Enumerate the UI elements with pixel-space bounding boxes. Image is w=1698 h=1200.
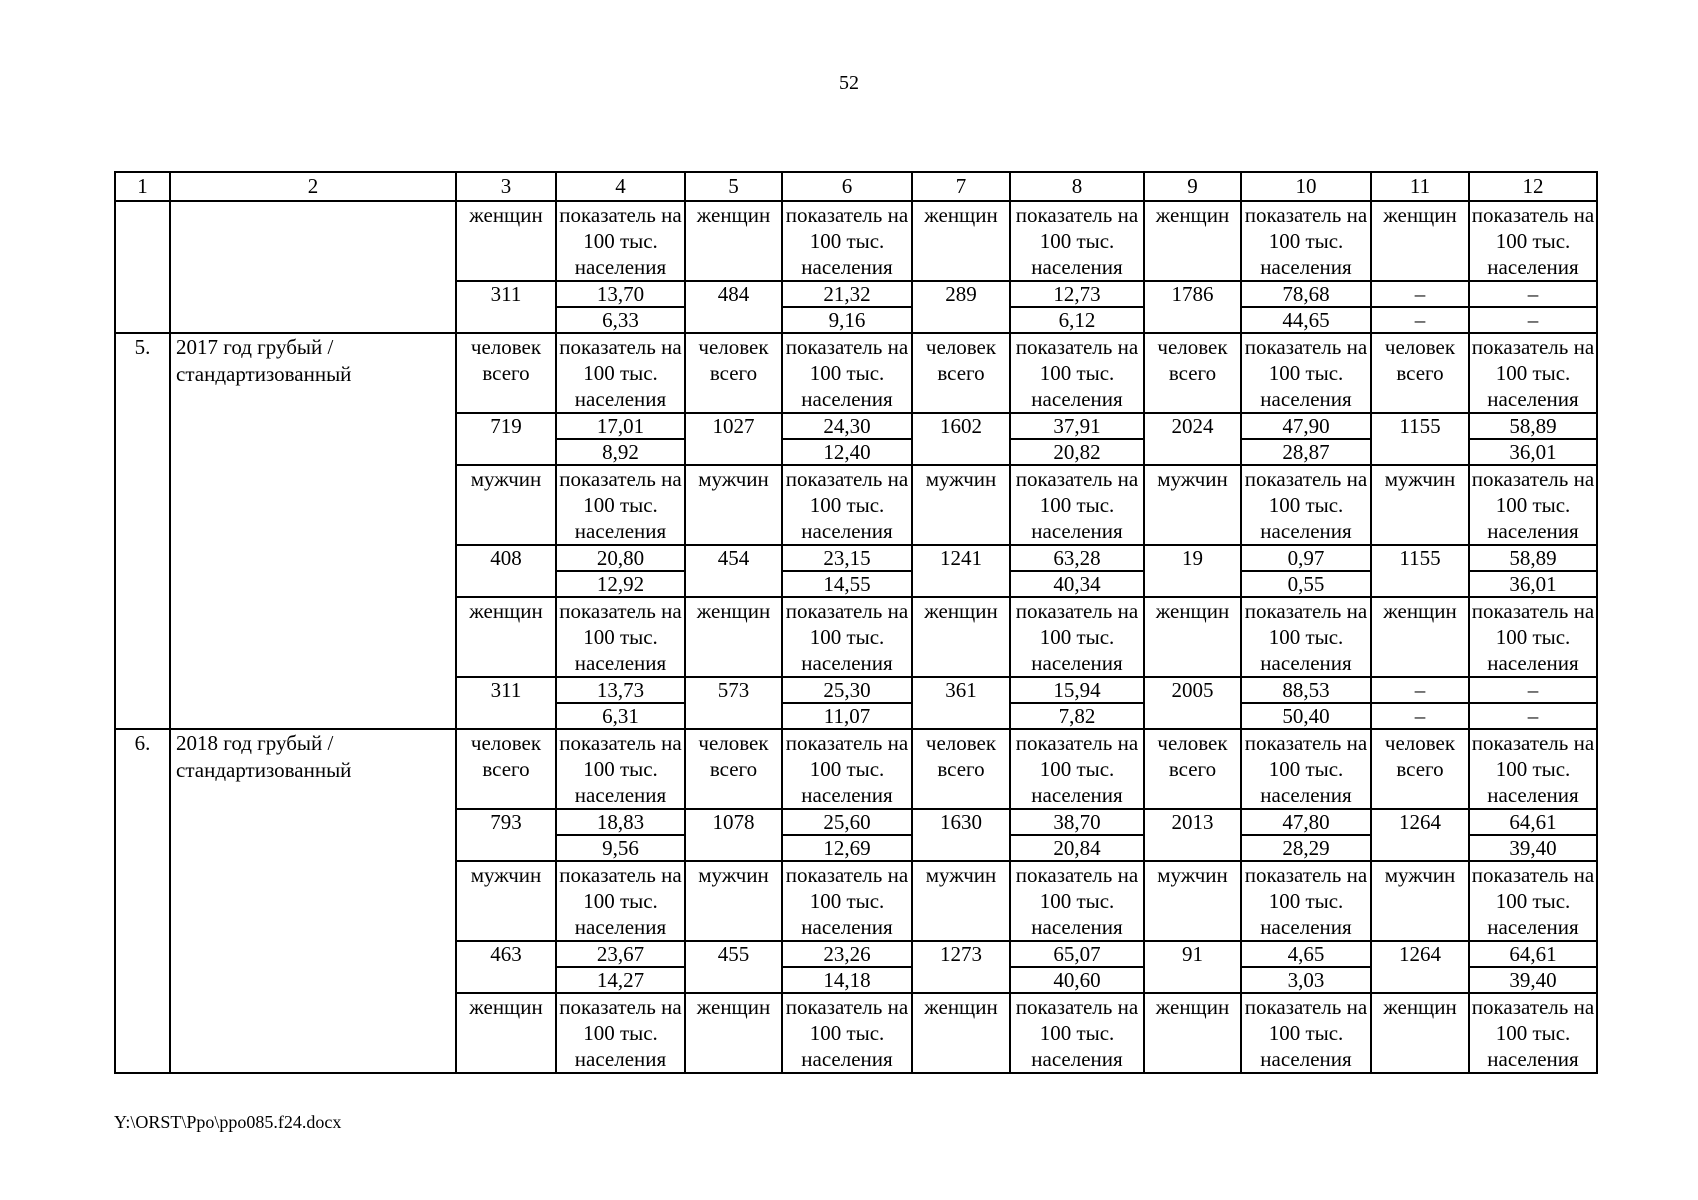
rate-label: показатель на 100 тыс. населения [782, 597, 912, 677]
standardized-rate-value: 36,01 [1469, 439, 1597, 465]
count-value: 793 [456, 809, 556, 861]
row-label [170, 201, 456, 333]
crude-rate-value: 23,15 [782, 545, 912, 571]
category-label: человек всего [1371, 729, 1469, 809]
column-header: 9 [1144, 172, 1241, 201]
count-value: 311 [456, 281, 556, 333]
column-header: 10 [1241, 172, 1371, 201]
rate-label: показатель на 100 тыс. населения [1241, 861, 1371, 941]
crude-rate-value: 23,67 [556, 941, 685, 967]
header-row [115, 172, 1597, 201]
rate-label: показатель на 100 тыс. населения [1241, 201, 1371, 281]
category-label: мужчин [912, 861, 1010, 941]
rate-label: показатель на 100 тыс. населения [1469, 333, 1597, 413]
standardized-rate-value: 3,03 [1241, 967, 1371, 993]
count-value: 2005 [1144, 677, 1241, 729]
rate-label: показатель на 100 тыс. населения [1010, 597, 1144, 677]
standardized-rate-value: 6,31 [556, 703, 685, 729]
standardized-rate-value: 36,01 [1469, 571, 1597, 597]
row-label: 2018 год грубый / стандартизованный [170, 729, 456, 1073]
crude-rate-value: 88,53 [1241, 677, 1371, 703]
standardized-rate-value: – [1469, 307, 1597, 333]
standardized-rate-value: 9,16 [782, 307, 912, 333]
category-label: мужчин [456, 861, 556, 941]
rate-label: показатель на 100 тыс. населения [1241, 333, 1371, 413]
count-value: 91 [1144, 941, 1241, 993]
category-label-row [115, 201, 1597, 281]
rate-label: показатель на 100 тыс. населения [1469, 597, 1597, 677]
column-header: 11 [1371, 172, 1469, 201]
standardized-rate-value: 0,55 [1241, 571, 1371, 597]
category-label: мужчин [456, 465, 556, 545]
rate-label: показатель на 100 тыс. населения [782, 993, 912, 1073]
category-label: мужчин [912, 465, 1010, 545]
column-header: 1 [115, 172, 170, 201]
statistics-table [114, 171, 1598, 1074]
standardized-rate-value: 12,92 [556, 571, 685, 597]
rate-label: показатель на 100 тыс. населения [556, 333, 685, 413]
category-label: женщин [1371, 993, 1469, 1073]
crude-rate-value: 13,70 [556, 281, 685, 307]
rate-label: показатель на 100 тыс. населения [1010, 729, 1144, 809]
crude-rate-value: 65,07 [1010, 941, 1144, 967]
rate-label: показатель на 100 тыс. населения [1010, 993, 1144, 1073]
category-label: женщин [456, 597, 556, 677]
category-label: женщин [912, 201, 1010, 281]
category-label: женщин [1371, 597, 1469, 677]
count-value: 19 [1144, 545, 1241, 597]
count-value: 1786 [1144, 281, 1241, 333]
standardized-rate-value: – [1371, 703, 1469, 729]
standardized-rate-value: 50,40 [1241, 703, 1371, 729]
rate-label: показатель на 100 тыс. населения [782, 201, 912, 281]
crude-rate-value: 64,61 [1469, 809, 1597, 835]
count-value: 311 [456, 677, 556, 729]
column-header: 2 [170, 172, 456, 201]
standardized-rate-value: 7,82 [1010, 703, 1144, 729]
count-value: 1264 [1371, 809, 1469, 861]
crude-rate-value: 15,94 [1010, 677, 1144, 703]
category-label: женщин [685, 993, 782, 1073]
rate-label: показатель на 100 тыс. населения [556, 729, 685, 809]
standardized-rate-value: 14,27 [556, 967, 685, 993]
standardized-rate-value: 6,12 [1010, 307, 1144, 333]
rate-label: показатель на 100 тыс. населения [1469, 729, 1597, 809]
column-header: 6 [782, 172, 912, 201]
category-label: человек всего [456, 333, 556, 413]
category-label: человек всего [456, 729, 556, 809]
count-value: 1630 [912, 809, 1010, 861]
category-label: человек всего [912, 333, 1010, 413]
crude-rate-value: 18,83 [556, 809, 685, 835]
category-label: человек всего [685, 729, 782, 809]
crude-rate-value: 25,60 [782, 809, 912, 835]
crude-rate-value: 0,97 [1241, 545, 1371, 571]
standardized-rate-value: 9,56 [556, 835, 685, 861]
row-label: 2017 год грубый / стандартизованный [170, 333, 456, 729]
crude-rate-value: 64,61 [1469, 941, 1597, 967]
category-label: мужчин [685, 465, 782, 545]
crude-rate-value: 63,28 [1010, 545, 1144, 571]
crude-rate-value: 13,73 [556, 677, 685, 703]
crude-rate-value: 25,30 [782, 677, 912, 703]
category-label: женщин [1144, 597, 1241, 677]
rate-label: показатель на 100 тыс. населения [556, 993, 685, 1073]
standardized-rate-value: 6,33 [556, 307, 685, 333]
category-label: женщин [1371, 201, 1469, 281]
column-header: 8 [1010, 172, 1144, 201]
crude-rate-value: – [1469, 677, 1597, 703]
count-value: 463 [456, 941, 556, 993]
count-value: 455 [685, 941, 782, 993]
count-value: 2024 [1144, 413, 1241, 465]
crude-rate-value: 21,32 [782, 281, 912, 307]
category-label: женщин [456, 993, 556, 1073]
category-label: женщин [456, 201, 556, 281]
count-value: 1155 [1371, 545, 1469, 597]
count-value: 573 [685, 677, 782, 729]
standardized-rate-value: 28,29 [1241, 835, 1371, 861]
rate-label: показатель на 100 тыс. населения [1241, 597, 1371, 677]
rate-label: показатель на 100 тыс. населения [1469, 861, 1597, 941]
standardized-rate-value: 40,60 [1010, 967, 1144, 993]
category-label: женщин [685, 597, 782, 677]
rate-label: показатель на 100 тыс. населения [1469, 465, 1597, 545]
category-label: женщин [912, 597, 1010, 677]
category-label: женщин [912, 993, 1010, 1073]
count-value: 289 [912, 281, 1010, 333]
count-value: 1027 [685, 413, 782, 465]
row-index: 5. [115, 333, 170, 729]
rate-label: показатель на 100 тыс. населения [556, 861, 685, 941]
rate-label: показатель на 100 тыс. населения [1010, 201, 1144, 281]
crude-rate-value: 47,80 [1241, 809, 1371, 835]
rate-label: показатель на 100 тыс. населения [1010, 465, 1144, 545]
crude-rate-value: 24,30 [782, 413, 912, 439]
crude-rate-value: 23,26 [782, 941, 912, 967]
category-label: мужчин [1371, 861, 1469, 941]
standardized-rate-value: – [1371, 307, 1469, 333]
category-label: мужчин [1371, 465, 1469, 545]
standardized-rate-value: 8,92 [556, 439, 685, 465]
page-number: 52 [839, 72, 859, 94]
standardized-rate-value: 39,40 [1469, 835, 1597, 861]
column-header: 4 [556, 172, 685, 201]
category-label: мужчин [1144, 861, 1241, 941]
count-value: – [1371, 677, 1469, 703]
count-value: 1078 [685, 809, 782, 861]
standardized-rate-value: 12,40 [782, 439, 912, 465]
count-value: 2013 [1144, 809, 1241, 861]
rate-label: показатель на 100 тыс. населения [1241, 465, 1371, 545]
standardized-rate-value: 12,69 [782, 835, 912, 861]
crude-rate-value: 17,01 [556, 413, 685, 439]
count-value: 1602 [912, 413, 1010, 465]
count-value: 719 [456, 413, 556, 465]
crude-rate-value: 12,73 [1010, 281, 1144, 307]
rate-label: показатель на 100 тыс. населения [1241, 993, 1371, 1073]
rate-label: показатель на 100 тыс. населения [1010, 333, 1144, 413]
category-label: мужчин [685, 861, 782, 941]
column-header: 3 [456, 172, 556, 201]
rate-label: показатель на 100 тыс. населения [782, 333, 912, 413]
file-path-footer: Y:\ORST\Ppo\ppo085.f24.docx [114, 1112, 342, 1132]
count-value: 484 [685, 281, 782, 333]
standardized-rate-value: 20,84 [1010, 835, 1144, 861]
rate-label: показатель на 100 тыс. населения [1010, 861, 1144, 941]
count-value: 1264 [1371, 941, 1469, 993]
rate-label: показатель на 100 тыс. населения [1469, 201, 1597, 281]
row-index [115, 201, 170, 333]
category-label: женщин [1144, 201, 1241, 281]
category-label: человек всего [1144, 729, 1241, 809]
rate-label: показатель на 100 тыс. населения [556, 465, 685, 545]
column-header: 7 [912, 172, 1010, 201]
statistics-table-wrapper [114, 171, 1598, 1074]
category-label-row [115, 729, 1597, 809]
crude-rate-value: – [1469, 281, 1597, 307]
rate-label: показатель на 100 тыс. населения [556, 597, 685, 677]
rate-label: показатель на 100 тыс. населения [1241, 729, 1371, 809]
category-label: женщин [685, 201, 782, 281]
category-label: человек всего [912, 729, 1010, 809]
count-value: 408 [456, 545, 556, 597]
count-value: 1241 [912, 545, 1010, 597]
crude-rate-value: 4,65 [1241, 941, 1371, 967]
crude-rate-value: 20,80 [556, 545, 685, 571]
standardized-rate-value: 40,34 [1010, 571, 1144, 597]
count-value: – [1371, 281, 1469, 307]
standardized-rate-value: 39,40 [1469, 967, 1597, 993]
column-header: 12 [1469, 172, 1597, 201]
category-label-row [115, 333, 1597, 413]
rate-label: показатель на 100 тыс. населения [782, 729, 912, 809]
category-label: человек всего [1371, 333, 1469, 413]
column-header: 5 [685, 172, 782, 201]
rate-label: показатель на 100 тыс. населения [556, 201, 685, 281]
standardized-rate-value: 14,18 [782, 967, 912, 993]
standardized-rate-value: 14,55 [782, 571, 912, 597]
standardized-rate-value: – [1469, 703, 1597, 729]
category-label: человек всего [685, 333, 782, 413]
category-label: женщин [1144, 993, 1241, 1073]
crude-rate-value: 37,91 [1010, 413, 1144, 439]
standardized-rate-value: 20,82 [1010, 439, 1144, 465]
count-value: 1273 [912, 941, 1010, 993]
count-value: 361 [912, 677, 1010, 729]
crude-rate-value: 58,89 [1469, 545, 1597, 571]
crude-rate-value: 78,68 [1241, 281, 1371, 307]
category-label: мужчин [1144, 465, 1241, 545]
rate-label: показатель на 100 тыс. населения [1469, 993, 1597, 1073]
standardized-rate-value: 11,07 [782, 703, 912, 729]
count-value: 454 [685, 545, 782, 597]
standardized-rate-value: 28,87 [1241, 439, 1371, 465]
row-index: 6. [115, 729, 170, 1073]
crude-rate-value: 47,90 [1241, 413, 1371, 439]
category-label: человек всего [1144, 333, 1241, 413]
rate-label: показатель на 100 тыс. населения [782, 465, 912, 545]
count-value: 1155 [1371, 413, 1469, 465]
crude-rate-value: 38,70 [1010, 809, 1144, 835]
crude-rate-value: 58,89 [1469, 413, 1597, 439]
rate-label: показатель на 100 тыс. населения [782, 861, 912, 941]
standardized-rate-value: 44,65 [1241, 307, 1371, 333]
